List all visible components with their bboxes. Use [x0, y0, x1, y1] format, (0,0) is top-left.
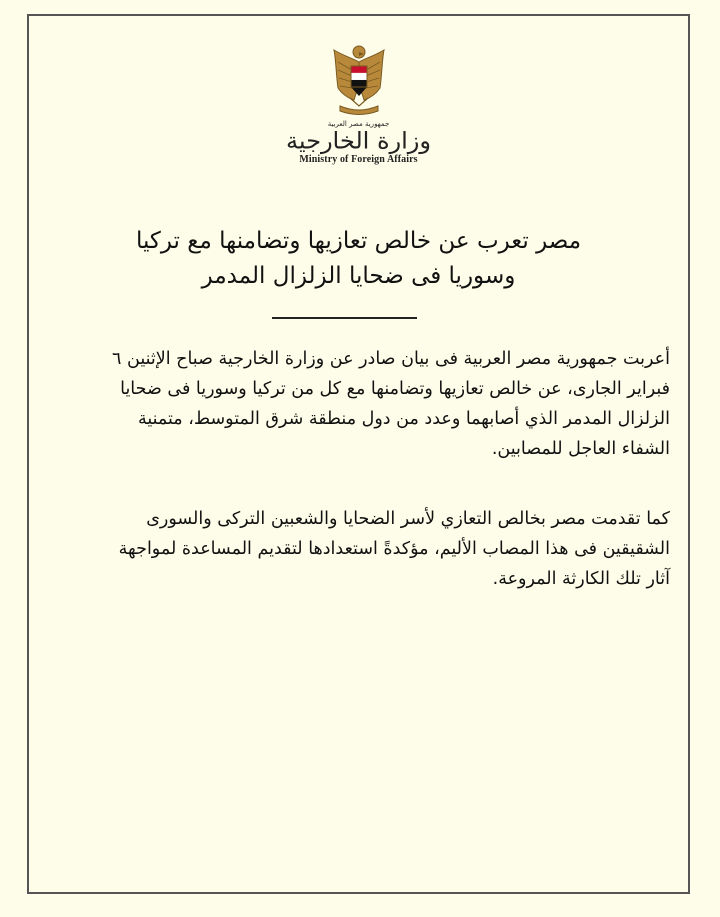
- statement-title: [69, 224, 648, 294]
- title-line-2: وسوريا فى ضحايا الزلزال المدمر: [201, 263, 516, 289]
- ministry-name-english: Ministry of Foreign Affairs: [299, 154, 418, 165]
- statement-paragraph-2: كما تقدمت مصر بخالص التعازي لأسر الضحايا والشعبين التركى والسورى الشقيقين فى هذا المصاب الأليم، مؤكدةً استعدادها لتقديم المساعدة لمواجهة آثار تلك الكارثة المروعة.: [118, 509, 670, 589]
- title-line-1: مصر تعرب عن خالص تعازيها وتضامنها مع تركيا: [135, 228, 582, 254]
- ministry-logo: [29, 40, 688, 165]
- document-frame: [27, 14, 690, 894]
- eagle-emblem-icon: [324, 40, 394, 118]
- country-name-arabic: جمهورية مصر العربية: [327, 120, 390, 128]
- ministry-name-arabic: وزارة الخارجية: [286, 127, 431, 155]
- title-underline: [272, 317, 417, 319]
- statement-paragraph-1: أعربت جمهورية مصر العربية فى بيان صادر عن وزارة الخارجية صباح الإثنين ٦ فبراير الجارى، عن خالص تعازيها وتضامنها مع كل من تركيا وسوريا فى ضحايا الزلزال المدمر الذي أصابهما وعدد من دول منطقة شرق المتوسط، متمنية الشفاء العاجل للمصابين.: [112, 349, 670, 459]
